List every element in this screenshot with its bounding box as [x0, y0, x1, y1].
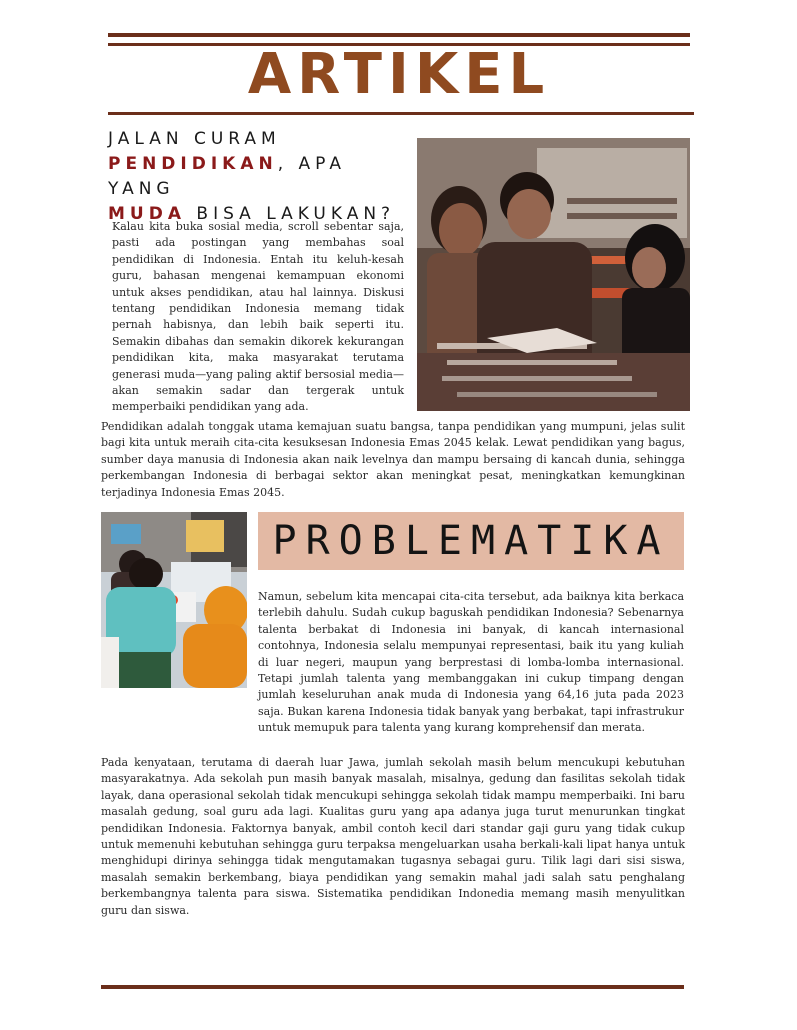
masthead-bottom-rule — [108, 112, 694, 115]
students-reading-photo — [417, 138, 690, 411]
article-headline — [108, 127, 408, 227]
headline-line-2-rest: , APA YANG — [108, 154, 346, 199]
section-title: PROBLEMATIKA — [272, 518, 670, 564]
headline-line-3-rest: BISA LAKUKAN? — [186, 204, 396, 224]
headline-highlight-pendidikan: PENDIDIKAN — [108, 154, 278, 174]
paragraph-indonesia-emas: Pendidikan adalah tonggak utama kemajuan suatu bangsa, tanpa pendidikan yang mumpuni, jelas sulit bagi kita untuk meraih cita-cita kesuksesan Indonesia Emas 2045 kelak. Lewat pendidikan yang bagus, sumber daya manusia di Indonesia akan naik levelnya dan mampu bersaing di kancah dunia, sehingga perkembangan Indonesia di berbagai sektor akan meningkat pesat, meningkatkan kemungkinan terjadinya Indonesia Emas 2045. — [101, 420, 685, 499]
intro-paragraph: Kalau kita buka sosial media, scroll sebentar saja, pasti ada postingan yang membahas soal pendidikan di Indonesia. Entah itu keluh-kesah guru, bahasan mengenai kemampuan ekonomi untuk akses pendidikan, atau hal lainnya. Diskusi tentang pendidikan Indonesia memang tidak pernah habisnya, dan lebih baik seperti itu. Semakin dibahas dan semakin dikorek kekurangan pendidikan kita, maka masyarakat terutama generasi muda—yang paling aktif bersosial media—akan semakin sadar dan tergerak untuk memperbaiki pendidikan yang ada. — [112, 220, 404, 414]
headline-highlight-muda: MUDA — [108, 204, 186, 224]
paragraph-talenta: Namun, sebelum kita mencapai cita-cita tersebut, ada baiknya kita berkaca terlebih dahulu. Sudah cukup baguskah pendidikan Indonesia? Sebenarnya talenta berbakat di Indonesia ini banyak, di kancah internasional contohnya, Indonesia selalu mempunyai representasi, baik itu yang kuliah di luar negeri, maupun yang berprestasi di lomba-lomba internasional. Tetapi jumlah talenta yang membanggakan ini cukup timpang dengan jumlah keseluruhan anak muda di Indonesia yang 64,16 juta pada 2023 saja. Bukan karena Indonesia tidak banyak yang berbakat, tapi infrastrukur untuk memupuk para talenta yang kurang komprehensif dan merata. — [258, 590, 684, 735]
masthead-title: ARTIKEL — [247, 42, 551, 107]
section-header-band — [258, 512, 684, 570]
bottom-rule — [101, 985, 684, 989]
headline-line-1: JALAN CURAM — [108, 129, 281, 149]
headline-line-2 — [108, 152, 408, 202]
top-rule-1 — [108, 33, 690, 37]
paragraph-kenyataan: Pada kenyataan, terutama di daerah luar Jawa, jumlah sekolah masih belum mencukupi kebutuhan masyarakatnya. Ada sekolah pun masih banyak masalah, misalnya, gedung dan fasilitas sekolah tidak layak, dana operasional sekolah tidak mencukupi sehingga sekolah tidak mampu memperbaiki. Ini baru masalah gedung, soal guru ada lagi. Kualitas guru yang apa adanya juga turut menurunkan tingkat pendidikan Indonesia. Faktornya banyak, ambil contoh kecil dari standar gaji guru yang tidak cukup untuk memenuhi kebutuhan sehingga guru terpaksa mengeluarkan usaha berkali-kali lipat hanya untuk menghidupi dirinya sehingga tidak mengutamakan tugasnya sebagai guru. Tilik lagi dari sisi siswa, masalah semakin berkembang, biaya pendidikan yang semakin mahal jadi salah satu penghalang berkembangnya talenta para siswa. Sistematika pendidikan Indonedia memang masih menyulitkan guru dan siswa. — [101, 756, 685, 917]
children-drawing-photo — [101, 512, 247, 688]
